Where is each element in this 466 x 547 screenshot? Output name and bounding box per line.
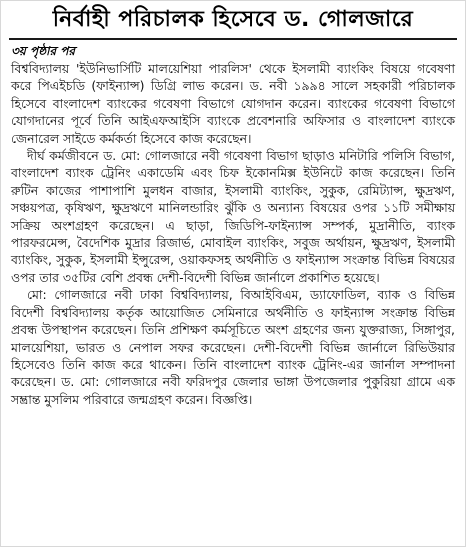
paragraph-3: মো: গোলজারে নবী ঢাকা বিশ্ববিদ্যালয়, বিআইবিএম, ড্যাফোডিল, ব্যাক ও বিভিন্ন বিদেশী বিশ্ববিদ্যালয় কর্তৃক আয়োজিত সেমিনারে অর্থনীতি ও ফাইন্যান্স সংক্রান্ত বিভিন্ন প্রবন্ধ উপস্থাপন করেছেন। তিনি প্রশিক্ষণ কর্মসূচিতে অংশ গ্রহণের জন্য যুক্তরাজ্য, সিঙ্গাপুর, মালয়েশিয়া, ভারত ও নেপাল সফর করেছেন। দেশী-বিদেশী বিভিন্ন জার্নালে রিভিউয়ার হিসেবেও তিনি কাজ করে থাকেন। তিনি বাংলাদেশ ব্যাংক ট্রেনিং-এর জার্নাল সম্পাদনা করেছেন। ড. মো: গোলজারে নবী ফরিদপুর জেলার ভাঙ্গা উপজেলার পুকুরিয়া গ্রামে এক সম্ভ্রান্ত মুসলিম পরিবারে জন্মগ্রহণ করেন। বিজ্ঞপ্তি।: [11, 287, 455, 407]
paragraph-1: বিশ্ববিদ্যালয় 'ইউনিভার্সিটি মালয়েশিয়া পারলিস' থেকে ইসলামী ব্যাংকিং বিষয়ে গবেষণা করে পিএইচডি (ফাইন্যান্স) ডিগ্রি লাভ করেন। ড. নবী ১৯৯৪ সালে সহকারী পরিচালক হিসেবে বাংলাদেশ ব্যাংকের গবেষণা বিভাগে যোগদান করেন। ব্যাংকের গবেষণা বিভাগে যোগদানের পূর্বে তিনি আইএফআইসি ব্যাংকে প্রবেশনারি অফিসার ও বাংলাদেশ ব্যাংকে জেনারেল সাইডে কর্মকর্তা হিসেবে কাজ করেছেন।: [11, 61, 455, 146]
headline-rule: [9, 38, 457, 40]
paragraph-2: দীর্ঘ কর্মজীবনে ড. মো: গোলজারে নবী গবেষণা বিভাগ ছাড়াও মনিটারি পলিসি বিভাগ, বাংলাদেশ ব্যাংক ট্রেনিং একাডেমি এবং চিফ ইকোনমিক্স ইউনিটে কাজ করেছেন। তিনি রুটিন কাজের পাশাপাশি মুলধন বাজার, ইসলামী ব্যাংকিং, সুকুক, রেমিট্যান্স, ক্ষুদ্রঋণ, সঞ্চয়পত্র, কৃষিঋণ, ক্ষুদ্রঋণে মানিলন্ডারিং ঝুঁকি ও অন্যান্য বিষয়ের ওপর ১১টি সমীক্ষায় সক্রিয় অংশগ্রহণ করেছেন। এ ছাড়া, জিডিপি-ফাইন্যান্স সম্পর্ক, মুদ্রানীতি, ব্যাংক পারফরমেন্স, বৈদেশিক মুদ্রার রিজার্ভ, মোবাইল ব্যাংকিং, সবুজ অর্থায়ন, ক্ষুদ্রঋণ, ইসলামী ব্যাংকিং, সুকুক, ইসলামী ইন্সুরেন্স, ওয়াকফসহ অর্থনীতি ও ফাইন্যান্স সংক্রান্ত বিভিন্ন বিষয়ের ওপর তার ৩৫টির বেশি প্রবন্ধ দেশী-বিদেশী বিভিন্ন জার্নালে প্রকাশিত হয়েছে।: [11, 148, 455, 285]
continuation-note: ৩য় পৃষ্ঠার পর: [11, 44, 76, 58]
article-body: [11, 60, 455, 408]
headline: নির্বাহী পরিচালক হিসেবে ড. গোলজারে: [52, 7, 414, 32]
